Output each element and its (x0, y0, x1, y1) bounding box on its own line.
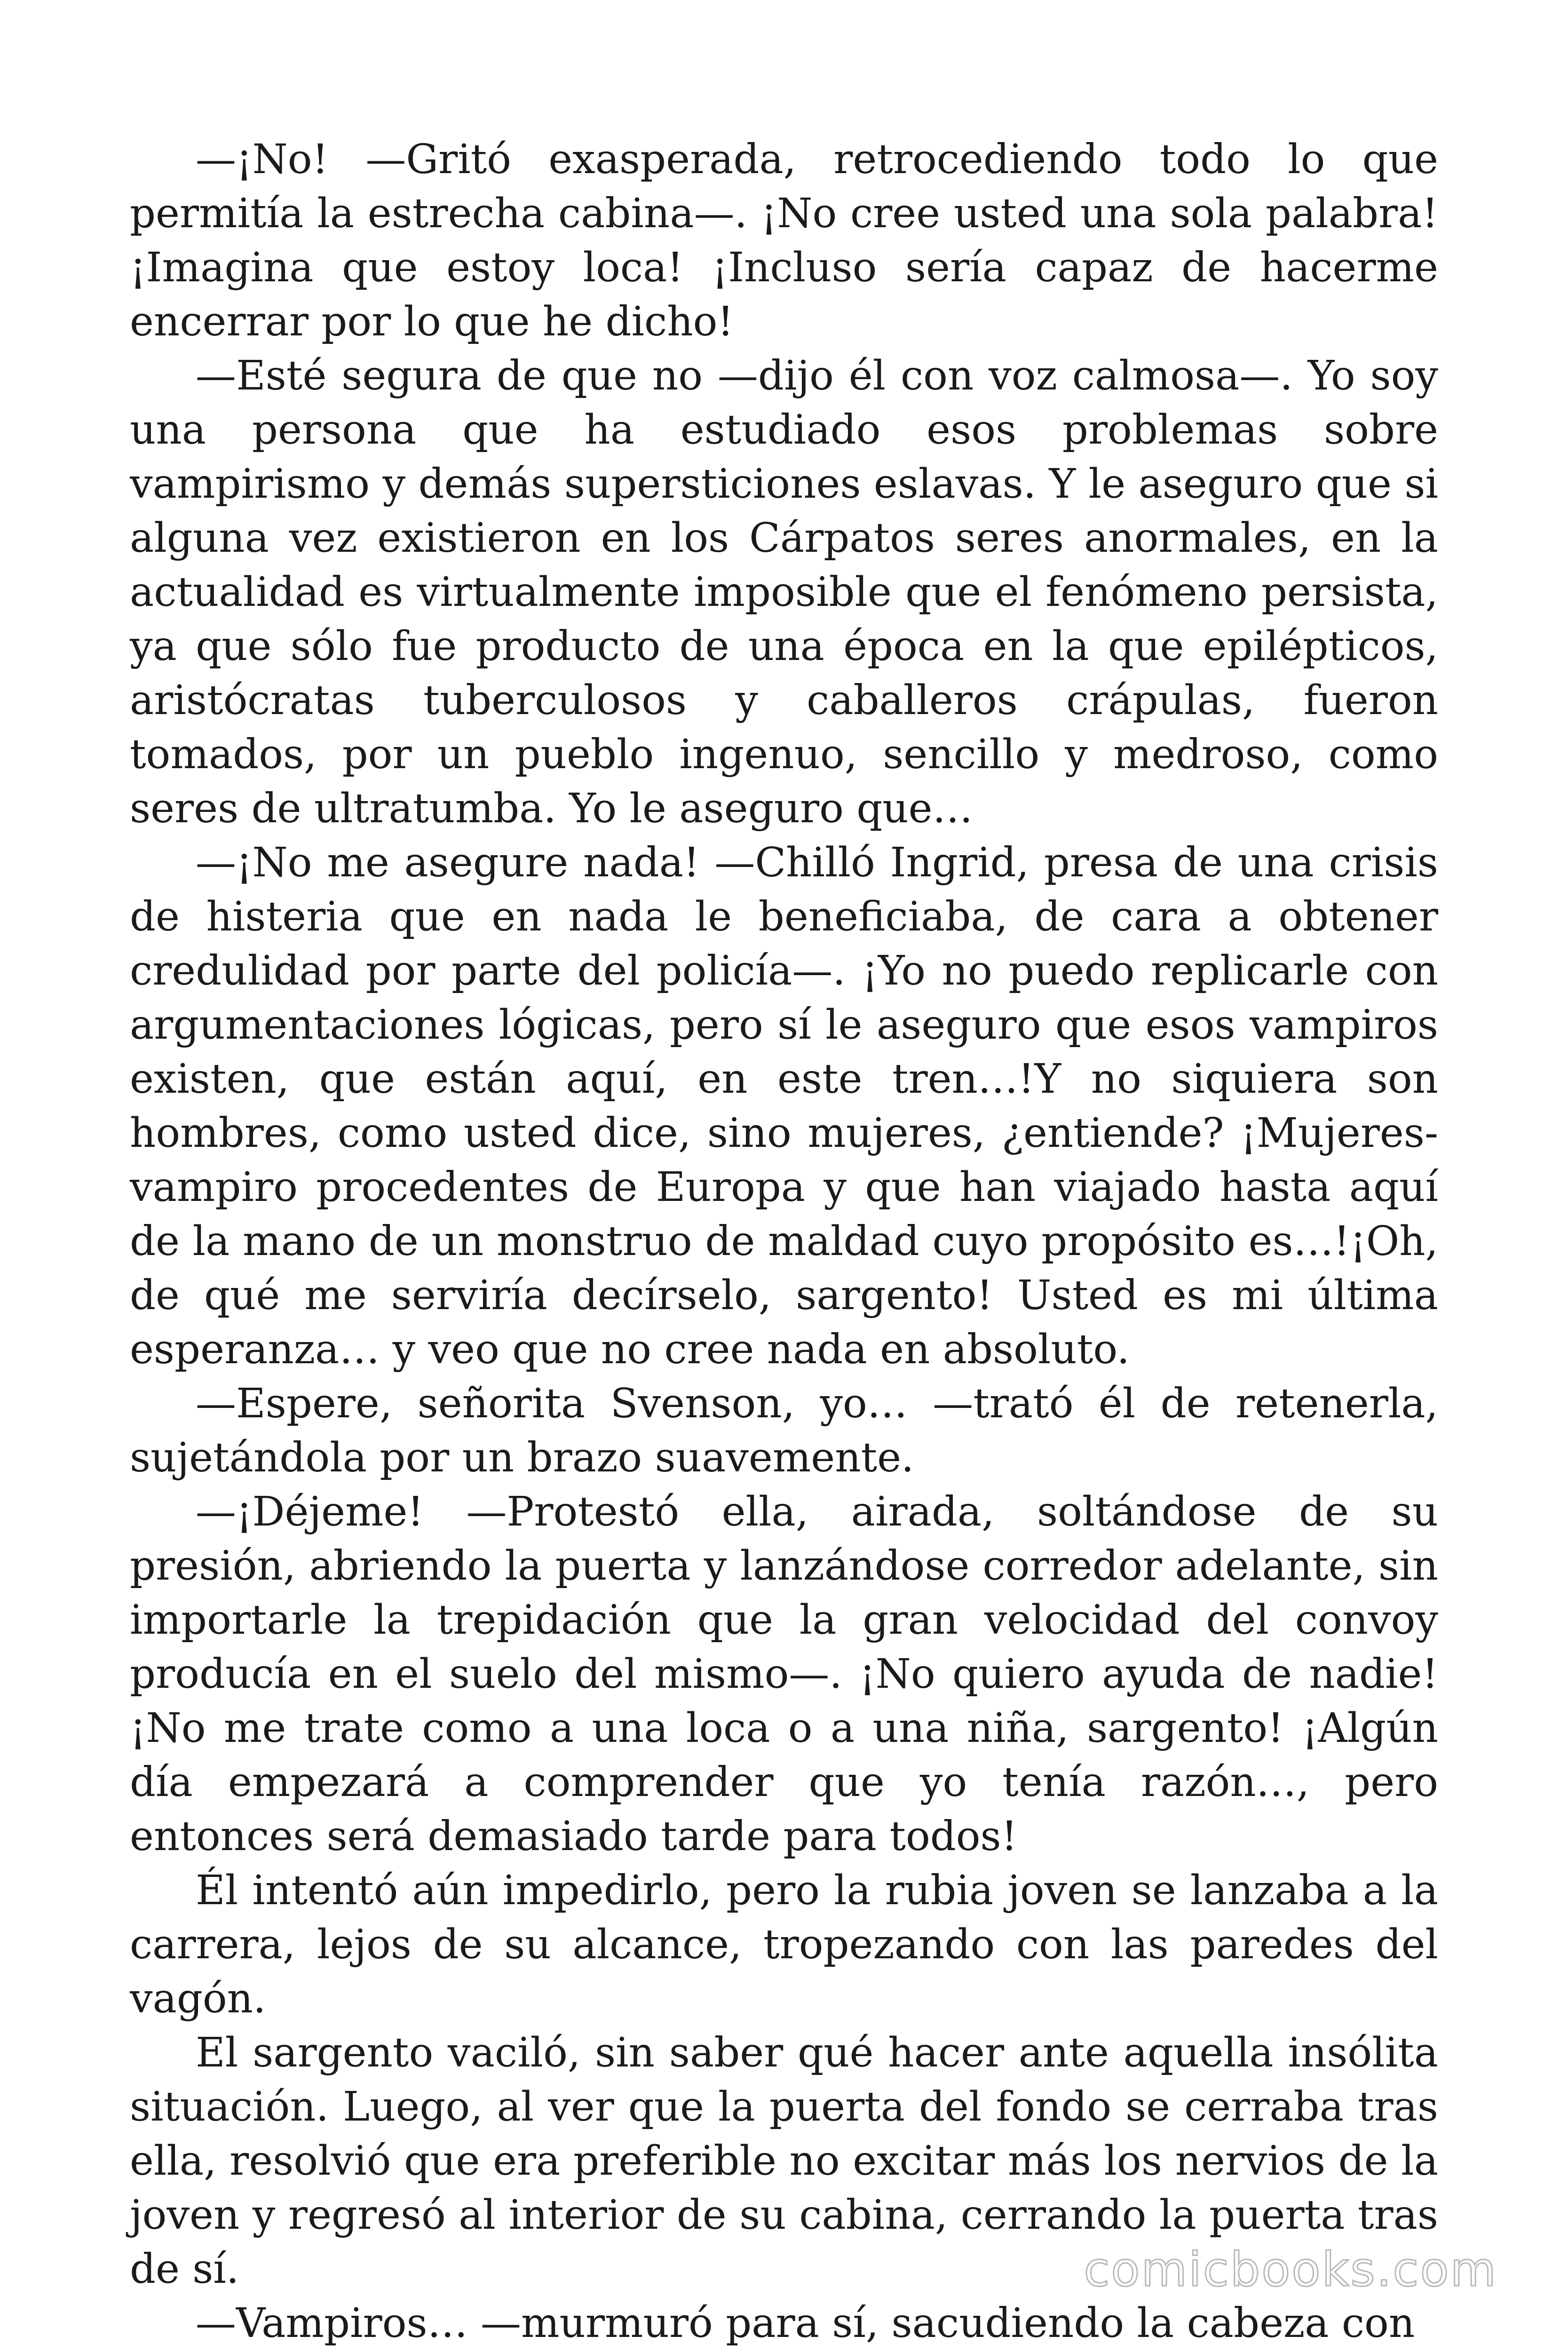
paragraph: —¡No me asegure nada! —Chilló Ingrid, presa de una crisis de histeria que en nada le beneficiaba, de cara a obtener credulidad por parte del policía—. ¡Yo no puedo replicarle con argumentaciones lógicas, pero sí le aseguro que esos vampiros existen, que están aquí, en este tren…!Y no siquiera son hombres, como usted dice, sino mujeres, ¿entiende? ¡Mujeres-vampiro procedentes de Europa y que han viajado hasta aquí de la mano de un monstruo de maldad cuyo propósito es…!¡Oh, de qué me serviría decírselo, sargento! Usted es mi última esperanza… y veo que no cree nada en absoluto. (130, 839, 1438, 1373)
paragraph: —Esté segura de que no —dijo él con voz calmosa—. Yo soy una persona que ha estudiado esos problemas sobre vampirismo y demás supersticiones eslavas. Y le aseguro que si alguna vez existieron en los Cárpatos seres anormales, en la actualidad es virtualmente imposible que el fenómeno persista, ya que sólo fue producto de una época en la que epilépticos, aristócratas tuberculosos y caballeros crápulas, fueron tomados, por un pueblo ingenuo, sencillo y medroso, como seres de ultratumba. Yo le aseguro que… (130, 352, 1438, 832)
paragraph: —¡No! —Gritó exasperada, retrocediendo todo lo que permitía la estrecha cabina—. ¡No cree usted una sola palabra! ¡Imagina que estoy loca! ¡Incluso sería capaz de hacerme encerrar por lo que he dicho! (130, 136, 1438, 345)
paragraph: Él intentó aún impedirlo, pero la rubia joven se lanzaba a la carrera, lejos de su alcance, tropezando con las paredes del vagón. (130, 1867, 1438, 2022)
paragraph: —Espere, señorita Svenson, yo… —trató él de retenerla, sujetándola por un brazo suavemente. (130, 1380, 1438, 1481)
paragraph: El sargento vaciló, sin saber qué hacer ante aquella insólita situación. Luego, al ver que la puerta del fondo se cerraba tras ella, resolvió que era preferible no excitar más los nervios de la joven y regresó al interior de su cabina, cerrando la puerta tras de sí. (130, 2029, 1438, 2293)
watermark: comicbooks.com (1084, 2242, 1497, 2297)
paragraph: —¡Déjeme! —Protestó ella, airada, soltándose de su presión, abriendo la puerta y lanzándose corredor adelante, sin importarle la trepidación que la gran velocidad del convoy producía en el suelo del mismo—. ¡No quiero ayuda de nadie! ¡No me trate como a una loca o a una niña, sargento! ¡Algún día empezará a comprender que yo tenía razón…, pero entonces será demasiado tarde para todos! (130, 1488, 1438, 1860)
paragraph: —Vampiros… —murmuró para sí, sacudiendo la cabeza con (196, 2300, 1415, 2347)
